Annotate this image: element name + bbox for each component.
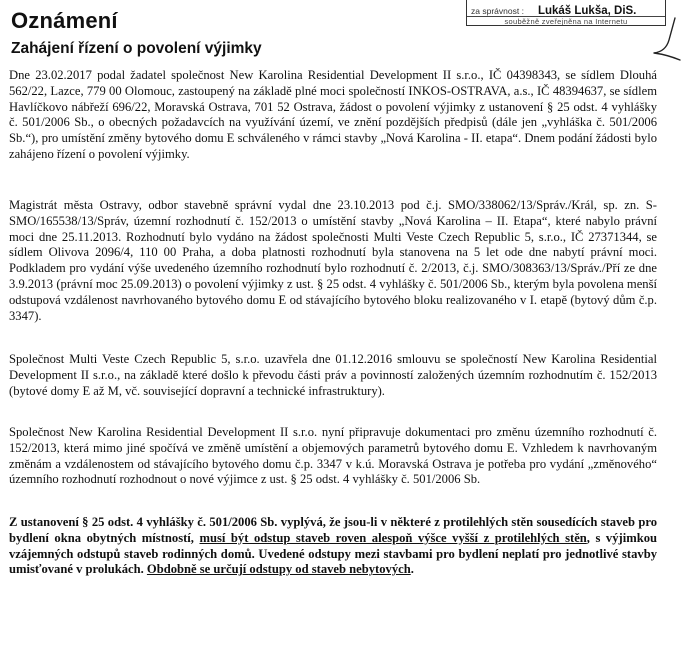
regulation-underlined-1: musí být odstup staveb roven alespoň výšce vyšší z protilehlých stěn [199,530,587,545]
stamp-name: Lukáš Lukša, DiS. [537,5,637,17]
regulation-underlined-2: Obdobně se určují odstupy od staveb nebytových [146,562,411,577]
regulation-text-1: Z ustanovení § 25 odst. 4 vyhlášky č. 501/2006 Sb. vyplývá, že jsou-li v některé z protilehlých stěn sousedících staveb pro bydlení okna obytných místností, [9,515,657,545]
verification-stamp [466,0,666,26]
regulation-text-2: , s výjimkou vzájemných odstupů staveb rodinných domů. Uvedené odstupy mezi stavbami pro bydlení neplatí pro jednotlivé stavby umisťované v prolukách. [9,530,658,577]
paragraph-magistrate-decision: Magistrát města Ostravy, odbor stavebně správní vydal dne 23.10.2013 pod č.j. SMO/338062/13/Správ./Král, sp. zn. S-SMO/165538/13/Správ, územní rozhodnutí č. 152/2013 o umístění stavby „Nová Karolina – II. Etapa“, které nabylo právní moci dne 25.11.2013. Rozhodnutí bylo vydáno na žádost společnosti Multi Veste Czech Republic 5, s.r.o., IČ 27371344, se sídlem Olivova 2096/4, 110 00 Praha, a doba platnosti rozhodnutí byla stanovena na 5 let ode dne nabytí právní moci. Podkladem pro vydání výše uvedeného územního rozhodnutí bylo rozhodnutí č. 2/2013, č.j. SMO/308363/13/Správ./Pří ze dne 3.9.2013 (právní moc 25.09.2013) o povolení výjimky z ust. § 25 odst. 4 vyhlášky č. 501/2006 Sb., kterým byla povolena menší odstupová vzdálenost navrhovaného bytového domu E od stávajícího bytového bloku realizovaného v I. etapě (bytový dům č.p. 3347). [9,198,657,323]
paragraph-regulation [9,515,657,578]
handwritten-signature [642,16,682,64]
regulation-end: . [410,562,414,577]
stamp-label: za správnost [471,6,520,16]
paragraph-documentation: Společnost New Karolina Residential Development II s.r.o. nyní připravuje dokumentaci pro změnu územního rozhodnutí č. 152/2013, která mimo jiné spočívá ve změně umístění a objemových parametrů bytového domu E. Vzhledem k navrhovaným změnám a vzdálenostem od stávajícího bytového domu č.p. 3347 v k.ú. Moravská Ostrava je potřeba pro vydání „změnového“ územního rozhodnutí rozhodnout o nové výjimce z ust. § 25 odst. 4 vyhlášky č. 501/2006 Sb. [9,425,657,487]
document-subtitle: Zahájení řízení o povolení výjimky [11,40,262,57]
stamp-published-note: souběžně zveřejněna na Internetu [467,16,665,27]
stamp-separator: : [521,6,524,16]
document-title: Oznámení [11,8,118,33]
paragraph-contract: Společnost Multi Veste Czech Republic 5, s.r.o. uzavřela dne 01.12.2016 smlouvu se společností New Karolina Residential Development II s.r.o., na základě které došlo k převodu části práv a povinností založených územním rozhodnutím č. 152/2013 (bytové domy E až M, vč. související dopravní a technické infrastruktury). [9,352,657,398]
paragraph-application: Dne 23.02.2017 podal žadatel společnost New Karolina Residential Development II s.r.o., IČ 04398343, se sídlem Dlouhá 562/22, Lazce, 779 00 Olomouc, zastoupený na základě plné moci společností INKOS-OSTRAVA, a.s., IČ 48394637, se sídlem Havlíčkovo nábřeží 696/22, Moravská Ostrava, 701 52 Ostrava, žádost o povolení výjimky z ustanovení § 25 odst. 4 vyhlášky č. 501/2006 Sb., o obecných požadavcích na využívání území, ve znění pozdějších předpisů (dále jen „vyhláška č. 501/2006 Sb.“), pro umístění změny bytového domu E schváleného v rámci stavby „Nová Karolina - II. etapa“. Dnem podání žádosti bylo zahájeno řízení o povolení výjimky. [9,68,657,161]
